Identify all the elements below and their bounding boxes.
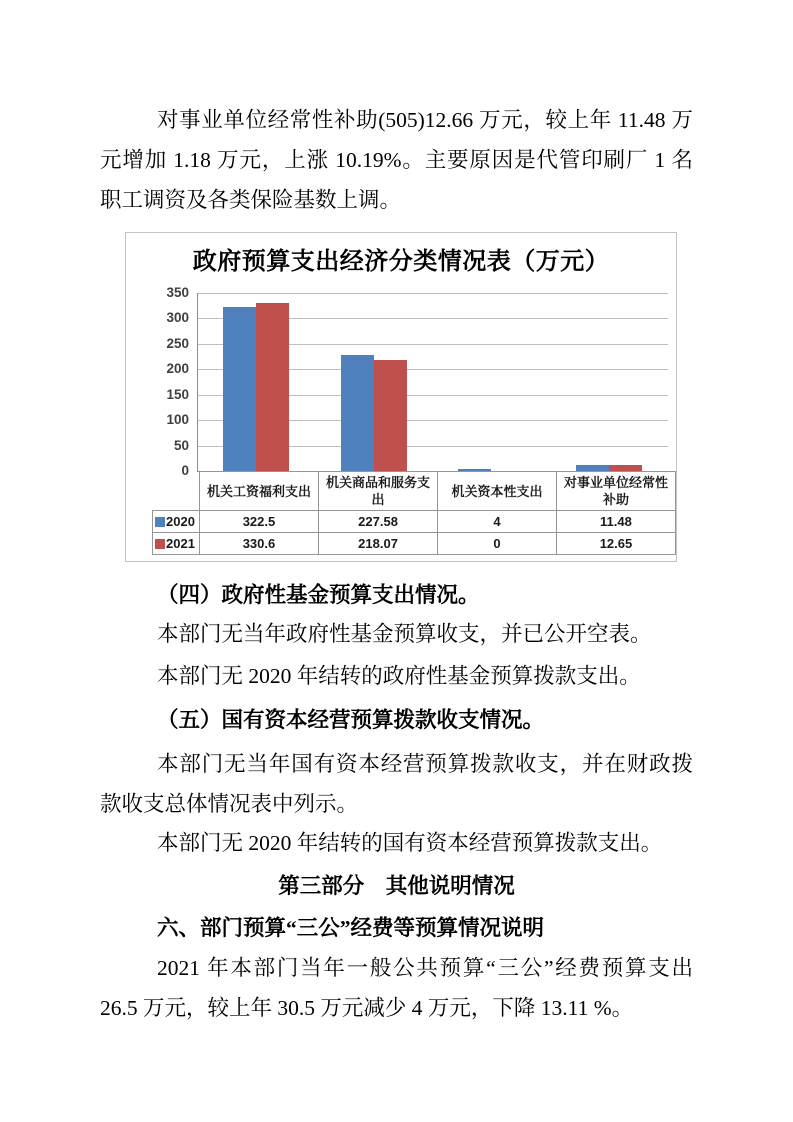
y-axis-label-350: 350	[166, 285, 189, 300]
value-cell-2020-category-2: 227.58	[318, 511, 437, 533]
table-header-row	[153, 472, 676, 511]
bar-2021-category-2	[374, 360, 407, 471]
chart-data-table	[152, 471, 676, 555]
chart-title: 政府预算支出经济分类情况表（万元）	[192, 248, 610, 275]
y-axis-label-0: 0	[181, 463, 189, 478]
y-axis-label-250: 250	[166, 336, 189, 351]
part3-heading: 第三部分 其他说明情况	[278, 874, 515, 898]
gridline-350	[198, 293, 668, 294]
category-header-1: 机关工资福利支出	[199, 472, 318, 511]
bar-2020-category-2	[341, 355, 374, 471]
value-cell-2021-category-3: 0	[438, 533, 557, 555]
section4-para2: 本部门无 2020 年结转的政府性基金预算拨款支出。	[157, 664, 641, 688]
section4-heading: （四）政府性基金预算支出情况。	[157, 583, 480, 607]
section4-para1: 本部门无当年政府性基金预算收支，并已公开空表。	[157, 622, 652, 646]
legend-swatch-2020	[155, 517, 165, 527]
y-axis-label-50: 50	[173, 438, 189, 453]
section5-heading: （五）国有资本经营预算拨款收支情况。	[157, 708, 545, 732]
table-row-2020	[153, 511, 676, 533]
legend-cell-2020: 2020	[153, 511, 200, 533]
category-header-2: 机关商品和服务支出	[318, 472, 437, 511]
section6-heading: 六、部门预算“三公”经费等预算情况说明	[157, 916, 545, 940]
section6-para1: 2021 年本部门当年一般公共预算“三公”经费预算支出 26.5 万元，较上年 30.5 万元减少 4 万元，下降 13.11 %。	[100, 956, 693, 1020]
legend-swatch-2021	[155, 539, 165, 549]
category-header-4: 对事业单位经常性补助	[556, 472, 675, 511]
y-axis-label-150: 150	[166, 387, 189, 402]
value-cell-2020-category-3: 4	[438, 511, 557, 533]
legend-cell-2021: 2021	[153, 533, 200, 555]
section5-para1: 本部门无当年国有资本经营预算拨款收支，并在财政拨款收支总体情况表中列示。	[100, 752, 693, 816]
value-cell-2020-category-1: 322.5	[199, 511, 318, 533]
y-axis-label-300: 300	[166, 310, 189, 325]
value-cell-2021-category-1: 330.6	[199, 533, 318, 555]
bar-2020-category-1	[223, 307, 256, 471]
plot-area	[197, 293, 668, 472]
value-cell-2020-category-4: 11.48	[556, 511, 675, 533]
value-cell-2021-category-2: 218.07	[318, 533, 437, 555]
value-cell-2021-category-4: 12.65	[556, 533, 675, 555]
y-axis-label-100: 100	[166, 412, 189, 427]
table-row-2021	[153, 533, 676, 555]
table-corner-cell	[153, 472, 200, 511]
section5-para2: 本部门无 2020 年结转的国有资本经营预算拨款支出。	[157, 831, 663, 855]
budget-expenditure-chart	[125, 232, 677, 562]
category-header-3: 机关资本性支出	[438, 472, 557, 511]
paragraph-subsidy: 对事业单位经常性补助(505)12.66 万元，较上年 11.48 万元增加 1.18 万元，上涨 10.19%。主要原因是代管印刷厂 1 名职工调资及各类保险基数上调。	[100, 108, 693, 212]
y-axis-label-200: 200	[166, 361, 189, 376]
bar-2021-category-1	[256, 303, 289, 471]
